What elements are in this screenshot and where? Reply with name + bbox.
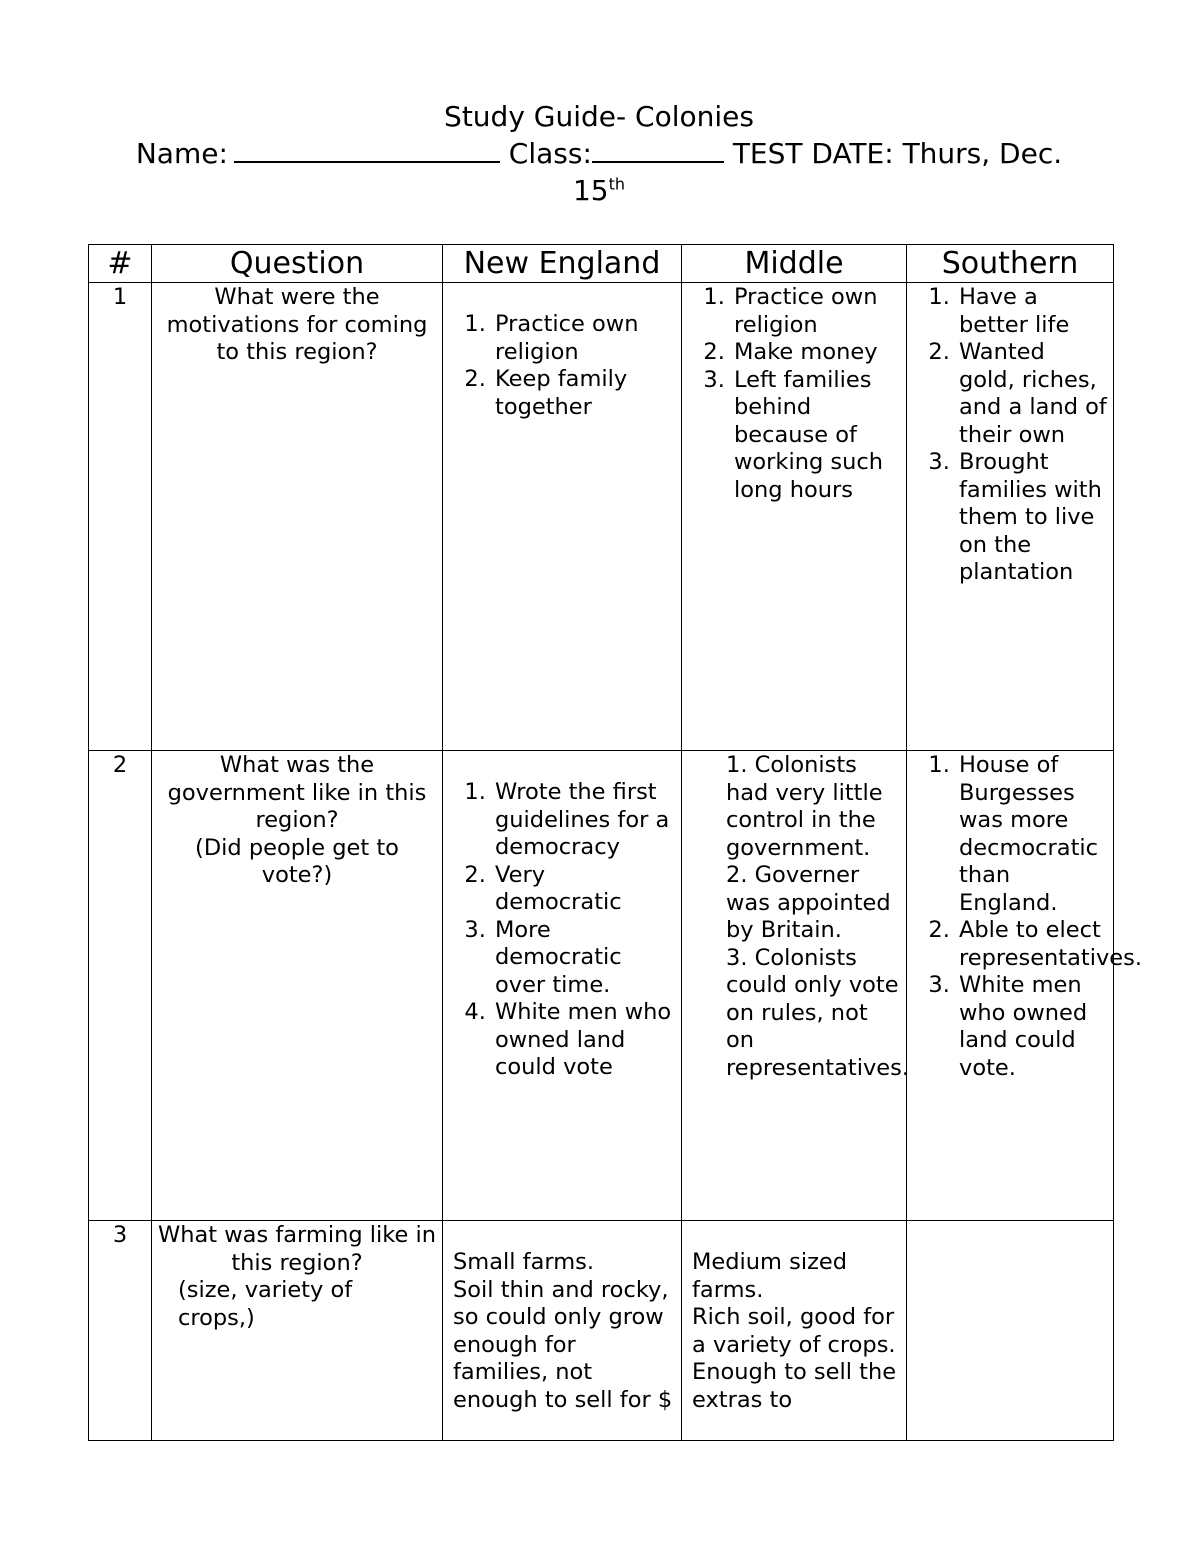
list-item: 2. Governer was appointed by Britain. — [726, 862, 891, 943]
header-new-england: New England — [443, 245, 682, 283]
table-row — [89, 751, 1114, 1221]
list-item: 1. House of Burgesses was more decmocratic than England. — [957, 752, 1107, 917]
document-title: Study Guide- Colonies — [444, 100, 754, 133]
question-text: What was the government like in this region? — [167, 752, 427, 833]
list-item: 1. Practice own religion — [493, 311, 675, 366]
header-middle: Middle — [682, 245, 907, 283]
answer-line: Soil thin and rocky, so could only grow enough for families, not enough to sell for $ — [453, 1276, 673, 1413]
question-text: What was farming like in this region? — [158, 1222, 436, 1276]
answer-list — [449, 311, 675, 421]
list-item: 2. Very democratic — [493, 862, 675, 917]
class-label: Class: — [508, 137, 592, 170]
list-item: 2. Make money — [732, 339, 900, 367]
list-item: 1. Practice own religion — [732, 284, 900, 339]
answer-line: Rich soil, good for a variety of crops. — [692, 1304, 896, 1358]
list-item: 1. Wrote the first guidelines for a democracy — [493, 779, 675, 862]
list-item: 4. White men who owned land could vote — [493, 999, 675, 1082]
list-item: 3. White men who owned land could vote. — [957, 972, 1107, 1082]
question-cell — [152, 751, 442, 890]
row-number: 2 — [112, 752, 128, 778]
list-item: 3. Left families behind because of working such long hours — [732, 367, 900, 505]
test-date-day: 15 — [572, 174, 609, 207]
row-number: 3 — [112, 1222, 128, 1248]
new-england-answer — [443, 283, 681, 421]
list-item: 2. Wanted gold, riches, and a land of their own — [957, 339, 1107, 449]
question-cell — [152, 1221, 442, 1332]
question-text: What were the motivations for coming to this region? — [166, 284, 428, 365]
header-southern: Southern — [907, 245, 1114, 283]
table-row — [89, 283, 1114, 751]
list-item: 3. Brought families with them to live on the plantation — [957, 449, 1107, 587]
new-england-answer — [443, 751, 681, 1082]
southern-answer — [907, 283, 1113, 587]
answer-list — [688, 284, 900, 504]
list-item: 1. Colonists had very little control in the government. — [726, 752, 883, 861]
southern-answer — [907, 1221, 1113, 1222]
header-number: # — [89, 245, 152, 283]
answer-list — [449, 779, 675, 1082]
question-note: (size, variety of crops,) — [178, 1277, 353, 1331]
test-date-day-line — [88, 172, 1110, 209]
middle-answer — [682, 283, 906, 504]
middle-answer — [682, 1221, 906, 1414]
southern-answer — [907, 751, 1143, 1082]
new-england-answer — [443, 1221, 681, 1414]
test-date-suffix: th — [608, 174, 626, 194]
answer-line: Medium sized farms. — [692, 1249, 848, 1303]
middle-answer — [682, 751, 910, 1082]
header-question: Question — [152, 245, 443, 283]
list-item: 3. Colonists could only vote on rules, not on representatives. — [726, 944, 910, 1081]
table-row — [89, 1221, 1114, 1441]
name-blank[interactable] — [234, 137, 500, 163]
answer-line: Small farms. — [453, 1249, 594, 1275]
study-guide-table — [88, 244, 1143, 1441]
table-header-row — [89, 245, 1114, 283]
class-blank[interactable] — [592, 137, 724, 163]
document-header — [88, 98, 1110, 209]
list-item: 1. Have a better life — [957, 284, 1107, 339]
list-item: 2. Keep family together — [493, 366, 675, 421]
name-label: Name: — [135, 137, 228, 170]
answer-list — [913, 284, 1107, 587]
answer-line: Enough to sell the extras to — [692, 1359, 897, 1413]
info-line — [88, 135, 1110, 172]
answer-list — [913, 752, 1143, 1082]
test-date-label: TEST DATE: Thurs, Dec. — [732, 137, 1063, 170]
question-note: (Did people get to vote?) — [195, 834, 399, 888]
list-item: 2. Able to elect representatives. — [957, 917, 1107, 972]
row-number: 1 — [112, 284, 128, 310]
list-item: 3. More democratic over time. — [493, 917, 675, 1000]
